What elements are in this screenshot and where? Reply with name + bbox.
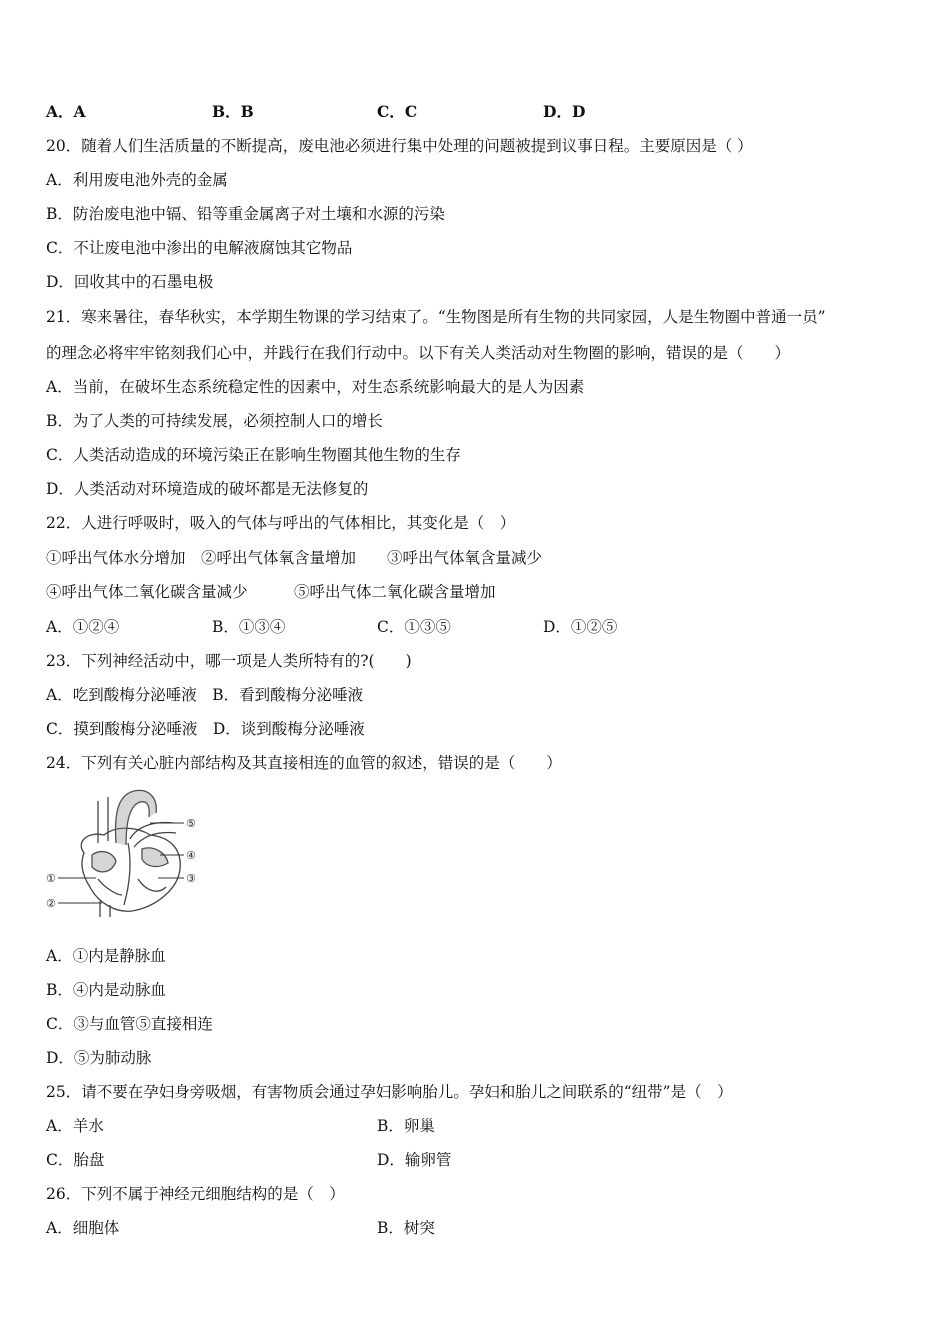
q24-option-d: D．⑤为肺动脉	[46, 1049, 152, 1067]
q24-option-c: C．③与血管⑤直接相连	[46, 1015, 213, 1033]
q19-option-a: A．A	[46, 102, 86, 121]
q25-option-c: C．胎盘	[46, 1151, 105, 1169]
q22-option-a: A．①②④	[46, 618, 120, 636]
q19-option-b: B．B	[212, 102, 254, 121]
label-3: ③	[186, 872, 196, 885]
q21-option-b: B．为了人类的可持续发展，必须控制人口的增长	[46, 412, 383, 430]
q24-stem: 24．下列有关心脏内部结构及其直接相连的血管的叙述，错误的是（ ）	[46, 754, 562, 772]
q22-options	[46, 617, 906, 637]
q22-stem: 22．人进行呼吸时，吸入的气体与呼出的气体相比，其变化是（ ）	[46, 514, 516, 532]
label-2: ②	[46, 897, 56, 910]
q25-option-d: D．输卵管	[377, 1151, 452, 1169]
q21-stem-line1: 21．寒来暑往，春华秋实，本学期生物课的学习结束了。“生物图是所有生物的共同家园，人是生物圈中普通一员”	[46, 308, 826, 326]
q24-option-a: A．①内是静脉血	[46, 947, 166, 965]
q26-stem: 26．下列不属于神经元细胞结构的是（ ）	[46, 1185, 345, 1203]
q22-option-b: B．①③④	[212, 618, 286, 636]
q20-option-d: D．回收其中的石墨电极	[46, 273, 214, 291]
q26-option-a: A．细胞体	[46, 1219, 120, 1237]
label-4: ④	[186, 849, 196, 862]
q22-statements-line2: ④呼出气体二氧化碳含量减少 ⑤呼出气体二氧化碳含量增加	[46, 583, 496, 601]
q23-options-line2: C．摸到酸梅分泌唾液 D．谈到酸梅分泌唾液	[46, 720, 365, 738]
q21-option-a: A．当前，在破坏生态系统稳定性的因素中，对生态系统影响最大的是人为因素	[46, 378, 585, 396]
q25-stem: 25．请不要在孕妇身旁吸烟，有害物质会通过孕妇影响胎儿。孕妇和胎儿之间联系的“纽带”是（ ）	[46, 1083, 733, 1101]
q21-stem-line2: 的理念必将牢牢铭刻我们心中，并践行在我们行动中。以下有关人类活动对生物圈的影响，错误的是（ ）	[46, 344, 791, 362]
q20-option-a: A．利用废电池外壳的金属	[46, 171, 228, 189]
q22-option-c: C．①③⑤	[377, 618, 451, 636]
q23-options-line1: A．吃到酸梅分泌唾液 B．看到酸梅分泌唾液	[46, 686, 364, 704]
q21-option-c: C．人类活动造成的环境污染正在影响生物圈其他生物的生存	[46, 446, 461, 464]
q19-option-d: D．D	[543, 102, 586, 121]
label-5: ⑤	[186, 817, 196, 830]
q25-option-b: B．卵巢	[377, 1117, 435, 1135]
q22-option-d: D．①②⑤	[543, 618, 618, 636]
q26-options-row1	[46, 1218, 906, 1238]
q19-options	[46, 102, 906, 122]
q25-options-row2	[46, 1150, 906, 1170]
q24-option-b: B．④内是动脉血	[46, 981, 166, 999]
q20-stem: 20．随着人们生活质量的不断提高，废电池必须进行集中处理的问题被提到议事日程。主要原因是（ ）	[46, 137, 753, 155]
q25-options-row1	[46, 1116, 906, 1136]
q26-option-b: B．树突	[377, 1219, 435, 1237]
q19-option-c: C．C	[377, 102, 418, 121]
label-1: ①	[46, 872, 56, 885]
heart-diagram	[46, 783, 201, 918]
q20-option-c: C．不让废电池中渗出的电解液腐蚀其它物品	[46, 239, 353, 257]
q20-option-b: B．防治废电池中镉、铅等重金属离子对土壤和水源的污染	[46, 205, 445, 223]
q21-option-d: D．人类活动对环境造成的破坏都是无法修复的	[46, 480, 369, 498]
q23-stem: 23．下列神经活动中，哪一项是人类所特有的?( )	[46, 652, 412, 670]
q25-option-a: A．羊水	[46, 1117, 104, 1135]
q22-statements-line1: ①呼出气体水分增加 ②呼出气体氧含量增加 ③呼出气体氧含量减少	[46, 549, 543, 567]
